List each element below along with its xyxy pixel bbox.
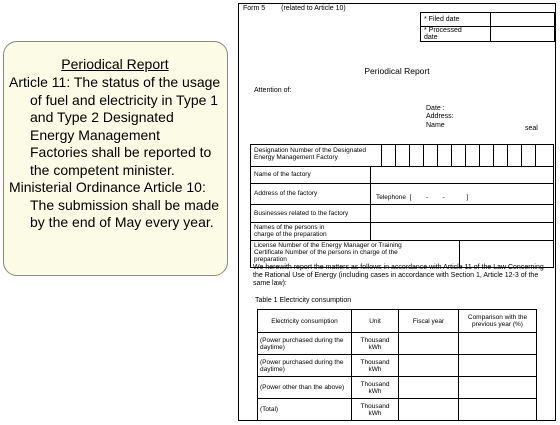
comparison-cell[interactable] — [459, 355, 537, 377]
license-number-line1: License Number of the Energy Manager or Training — [254, 242, 402, 249]
card-item-text: The status of the usage of fuel and electricity in Type 1 and Type 2 Designated Energy Management Factories shall be reported to the competent minister. — [30, 74, 221, 178]
fiscal-year-cell[interactable] — [399, 333, 459, 355]
table-row — [258, 377, 537, 399]
processed-date-field[interactable] — [491, 27, 555, 42]
row-label: (Total) — [258, 399, 352, 421]
submitter-block — [426, 105, 454, 130]
electricity-consumption-table — [257, 309, 537, 421]
factory-name-label: Name of the factory — [254, 171, 311, 178]
form-identifier — [243, 5, 346, 12]
license-number-line3: preparation — [254, 256, 287, 263]
processed-date-label-line1: * Processed — [424, 27, 462, 34]
table1-caption: Table 1 Electricity consumption — [255, 297, 352, 304]
row-unit: Thousand kWh — [352, 399, 399, 421]
column-header: Fiscal year — [399, 310, 459, 333]
row-label: (Power other than the above) — [258, 377, 352, 399]
column-header: Unit — [352, 310, 399, 333]
persons-in-charge-line2: charge of the preparation — [254, 231, 327, 238]
explanation-card — [3, 41, 228, 276]
date-label: Date : — [426, 105, 445, 112]
comparison-cell[interactable] — [459, 377, 537, 399]
form-title: Periodical Report — [364, 66, 430, 76]
comparison-cell[interactable] — [459, 399, 537, 421]
name-label: Name — [426, 121, 445, 129]
designation-number-label-line1: Designation Number of the Designated — [254, 147, 367, 154]
license-number-line2: Certificate Number of the persons in charge of the — [254, 249, 398, 256]
comparison-cell[interactable] — [459, 333, 537, 355]
seal-label: seal — [525, 125, 538, 132]
persons-in-charge-line1: Names of the persons in — [254, 224, 325, 231]
declaration-text: We herewith report the matters as follows in accordance with Article 11 of the Law Concerning the Rational Use of Energy (including cases in accordance with Section 1, Article 12-3 of the same law): — [253, 264, 544, 287]
processed-date-label-line2: date — [424, 34, 438, 41]
attention-line: Attention of: — [254, 87, 292, 94]
row-unit: Thousand kWh — [352, 333, 399, 355]
fiscal-year-cell[interactable] — [399, 355, 459, 377]
table-header-row — [258, 310, 537, 333]
persons-in-charge-label — [254, 224, 327, 238]
card-item-lead: Article 11: — [9, 74, 71, 90]
column-header: Electricity consumption — [258, 310, 352, 333]
row-label: (Power purchased during the daytime) — [258, 355, 352, 377]
form-related-article: (related to Article 10) — [281, 5, 346, 12]
filed-date-field[interactable] — [491, 13, 555, 27]
table-row — [258, 399, 537, 421]
card-title: Periodical Report — [61, 56, 169, 72]
fiscal-year-cell[interactable] — [399, 377, 459, 399]
license-number-label — [254, 242, 402, 263]
businesses-label: Businesses related to the factory — [254, 210, 349, 217]
designation-number-label — [254, 147, 366, 161]
address-label: Address: — [426, 113, 454, 121]
designation-number-label-line2: Energy Management Factory — [254, 154, 338, 161]
table-row — [258, 333, 537, 355]
row-unit: Thousand kWh — [352, 377, 399, 399]
card-item-article-11 — [9, 74, 221, 179]
telephone-field[interactable]: Telephone [ - - ] — [376, 194, 469, 201]
row-unit: Thousand kWh — [352, 355, 399, 377]
row-label: (Power purchased during the daytime) — [258, 333, 352, 355]
fiscal-year-cell[interactable] — [399, 399, 459, 421]
filed-date-label: * Filed date — [421, 13, 491, 27]
card-item-ordinance-10 — [9, 179, 221, 232]
factory-info-grid — [250, 144, 554, 268]
table-row — [258, 355, 537, 377]
form-number: Form 5 — [243, 5, 266, 12]
office-use-dates — [420, 12, 555, 42]
form-page — [238, 3, 556, 421]
column-header: Comparison with the previous year (%) — [459, 310, 537, 333]
card-item-lead: Ministerial Ordinance Article 10: — [9, 179, 206, 195]
card-item-text: The submission shall be made by the end of May every year. — [30, 196, 220, 230]
processed-date-label — [421, 27, 491, 42]
factory-address-label: Address of the factory — [254, 190, 318, 197]
